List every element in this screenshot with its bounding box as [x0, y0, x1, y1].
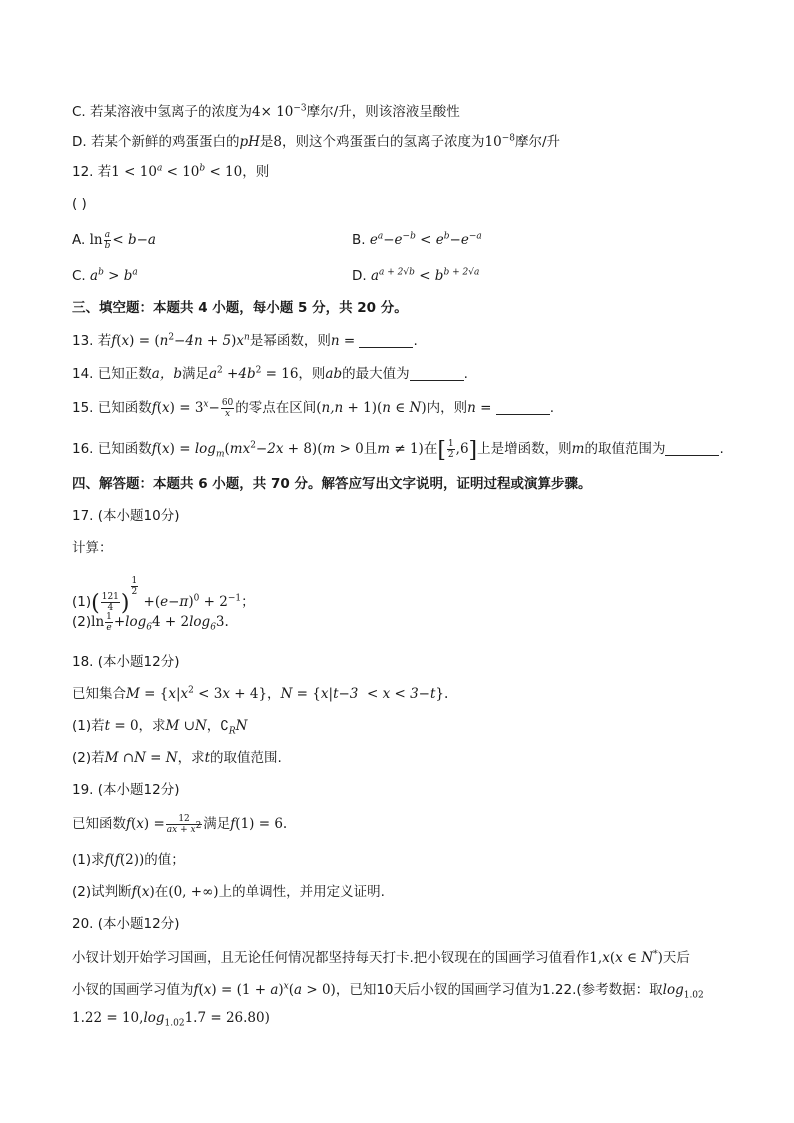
q19-stem: 已知函数f(x) = $\frac{12}{ax + x^2}$ 满足f(1) = 6. — [72, 814, 288, 835]
q17-calc: 计算： — [72, 540, 113, 556]
q16-answer-blank[interactable] — [665, 441, 719, 456]
q15-mid2: 内，则 — [426, 400, 468, 416]
q11-d-value: 10 — [484, 134, 502, 150]
section-4-heading: 四、解答题：本题共 6 小题，共 70 分。解答应写出文字说明，证明过程或演算步骤。 — [72, 476, 592, 492]
q15-mid: 的零点在区间 — [235, 400, 317, 416]
q20-l1-tail: 天后 — [662, 950, 690, 966]
q18-p2-mid: ，求 — [177, 750, 205, 766]
q11-c-tail: 摩尔/升，则该溶液呈酸性 — [306, 104, 460, 120]
q12-option-d: D. $a^{a + 2√b} < b^{b + 2√a}$ — [352, 267, 480, 284]
q18-p1-mid: ，求 — [138, 718, 166, 734]
q20-line-2: 小钗的国画学习值为$f(x) = (1 + a)^x(a > 0)$，已知10天后小钗的国画学习值为1.22.(参考数据：取$\log_{1.02}$ — [72, 981, 704, 1001]
q19-part-1: (1)求f(f(2))的值； — [72, 852, 185, 868]
q16-pre: 16. 已知函数 — [72, 441, 152, 457]
q20-line-1: 小钗计划开始学习国画，且无论任何情况都坚持每天打卡.把小钗现在的国画学习值看作1,x(x ∈ N*)天后 — [72, 949, 690, 966]
q19-p2-tail: 上的单调性，并用定义证明. — [218, 884, 385, 900]
q12-d-label: D. — [352, 268, 371, 284]
q12-paren: ( ) — [72, 196, 87, 212]
q13-tail: . — [413, 333, 418, 349]
q18-p1-label: (1)若 — [72, 718, 105, 734]
q13-mid: 是幂函数，则 — [249, 333, 331, 349]
q20-l3-tail: 1.7 = 26.80) — [184, 1010, 270, 1026]
q16-mid: 且 — [363, 441, 378, 457]
q14-mid3: 的最大值为 — [342, 366, 410, 382]
q18-stem-text: 已知集合 — [72, 686, 126, 702]
q14-tail: . — [463, 366, 468, 382]
q20-heading: 20. (本小题12分) — [72, 916, 180, 932]
q12-option-b: B. $e^a-e^{-b} < e^b-e^{-a}$ — [352, 231, 482, 248]
q14-answer-blank[interactable] — [410, 366, 464, 381]
q16-tail: . — [719, 441, 724, 457]
q13: 13. 若$f(x) = (n^2-4n + 5)x^n$是幂函数，则n = . — [72, 332, 418, 349]
q18-p2-tail: 的取值范围. — [210, 750, 282, 766]
q15-pre: 15. 已知函数 — [72, 400, 152, 416]
q20-l3-text: 1.22 = 10, — [72, 1010, 144, 1026]
q17-p1-label: (1) — [72, 594, 92, 610]
q11-d-tail: 摩尔/升 — [514, 134, 561, 150]
q14-pre: 14. 已知正数 — [72, 366, 152, 382]
q14: 14. 已知正数a，b满足$a^2 +4b^2 = 16$，则ab的最大值为 . — [72, 365, 468, 382]
q12-a-label: A. — [72, 232, 90, 248]
q17-p2-label: (2) — [72, 614, 92, 630]
q19-p1-label: (1)求 — [72, 852, 105, 868]
q16-mid2: 在 — [423, 441, 438, 457]
q12-c-label: C. — [72, 268, 91, 284]
q16-mid4: 的取值范围为 — [584, 441, 666, 457]
q12-stem-tail: ，则 — [242, 164, 270, 180]
q17-heading: 17. (本小题10分) — [72, 508, 180, 524]
q20-l1-text: 小钗计划开始学习国画，且无论任何情况都坚持每天打卡.把小钗现在的国画学习值看作 — [72, 950, 590, 966]
q20-l2-mid: ，已知10天后小钗的国画学习值为1.22.(参考数据：取 — [335, 982, 663, 998]
q11-d-eight: 8 — [273, 134, 282, 150]
q19-part-2: (2)试判断f(x)在(0, +∞)上的单调性，并用定义证明. — [72, 884, 385, 900]
q17-part-1: (1)( $\frac{121}{4}$ ) $^{\frac{1}{2}}$ $+(e-\pi)^0 + 2^{-1}$； — [72, 576, 255, 616]
q11-d-text: D. 若某个新鲜的鸡蛋蛋白的 — [72, 134, 240, 150]
q16: 16. 已知函数$f(x) = \log_m(mx^2-2x + 8)(m > 0$且m ≠ 1)在[ $\frac{1}{2}$ ,6]上是增函数，则m的取值范围为 . — [72, 438, 724, 463]
q19-stem-text: 已知函数 — [72, 816, 126, 832]
q15: 15. 已知函数$f(x) = 3^x-$ $\frac{60}{x}$ 的零点在区间(n,n + 1)(n ∈ N)内，则n = . — [72, 398, 555, 419]
q18-stem: 已知集合$M = \{x|x^2 < 3x + 4\}$，N = {x|t−3 < x < 3−t}. — [72, 685, 449, 702]
q12-option-a: A. ln $\frac{a}{b}$ < b−a — [72, 230, 156, 251]
q13-pre: 13. 若 — [72, 333, 112, 349]
q20-l2-text: 小钗的国画学习值为 — [72, 982, 194, 998]
q18-heading: 18. (本小题12分) — [72, 654, 180, 670]
q11-d-exp: −8 — [501, 133, 515, 144]
q20-line-3: $1.22 = 10,\log_{1.02}1.7 = 26.80$) — [72, 1010, 270, 1029]
q14-ab: a，b — [151, 366, 182, 382]
q14-mid2: ，则 — [298, 366, 326, 382]
q19-p1-tail: 的值； — [144, 852, 185, 868]
q17-part-2: (2)ln $\frac{1}{e}$ $+\log_64 + 2\log_63$. — [72, 612, 229, 633]
q11-c-value: 4× 10 — [252, 104, 294, 120]
q12-b-label: B. — [352, 232, 370, 248]
q18-part-1: (1)若t = 0，求M ∪N，$∁_RN$ — [72, 718, 248, 737]
q12-option-c: C. $a^b > b^a$ — [72, 267, 138, 284]
q15-answer-blank[interactable] — [496, 400, 550, 415]
q19-stem-mid: 满足 — [203, 816, 231, 832]
q11-d-mid2: ，则这个鸡蛋蛋白的氢离子浓度为 — [282, 134, 485, 150]
q15-tail: . — [549, 400, 555, 416]
q11-d-ph: pH — [239, 134, 260, 150]
q13-answer-blank[interactable] — [359, 333, 413, 348]
q18-part-2: (2)若M ∩N = N，求t的取值范围. — [72, 750, 282, 766]
q14-mid: 满足 — [181, 366, 209, 382]
q11-d-mid: 是 — [259, 134, 274, 150]
q19-p2-label: (2)试判断 — [72, 884, 132, 900]
q11-option-d — [72, 132, 560, 152]
q11-c-text: C. 若某溶液中氢离子的浓度为 — [72, 104, 253, 120]
section-3-heading: 三、填空题：本题共 4 小题，每小题 5 分，共 20 分。 — [72, 300, 408, 316]
q12-stem: 12. 若$1 < 10^a < 10^b < 10$，则 — [72, 163, 270, 180]
q11-option-c — [72, 102, 460, 122]
q16-mid3: 上是增函数，则 — [477, 441, 572, 457]
q12-stem-text: 12. 若 — [72, 164, 112, 180]
q12-stem-math: 1 < 10 — [111, 164, 157, 180]
q19-heading: 19. (本小题12分) — [72, 782, 180, 798]
q18-p2-label: (2)若 — [72, 750, 105, 766]
q11-c-exp: −3 — [293, 103, 307, 114]
q19-p2-mid: 在 — [154, 884, 169, 900]
